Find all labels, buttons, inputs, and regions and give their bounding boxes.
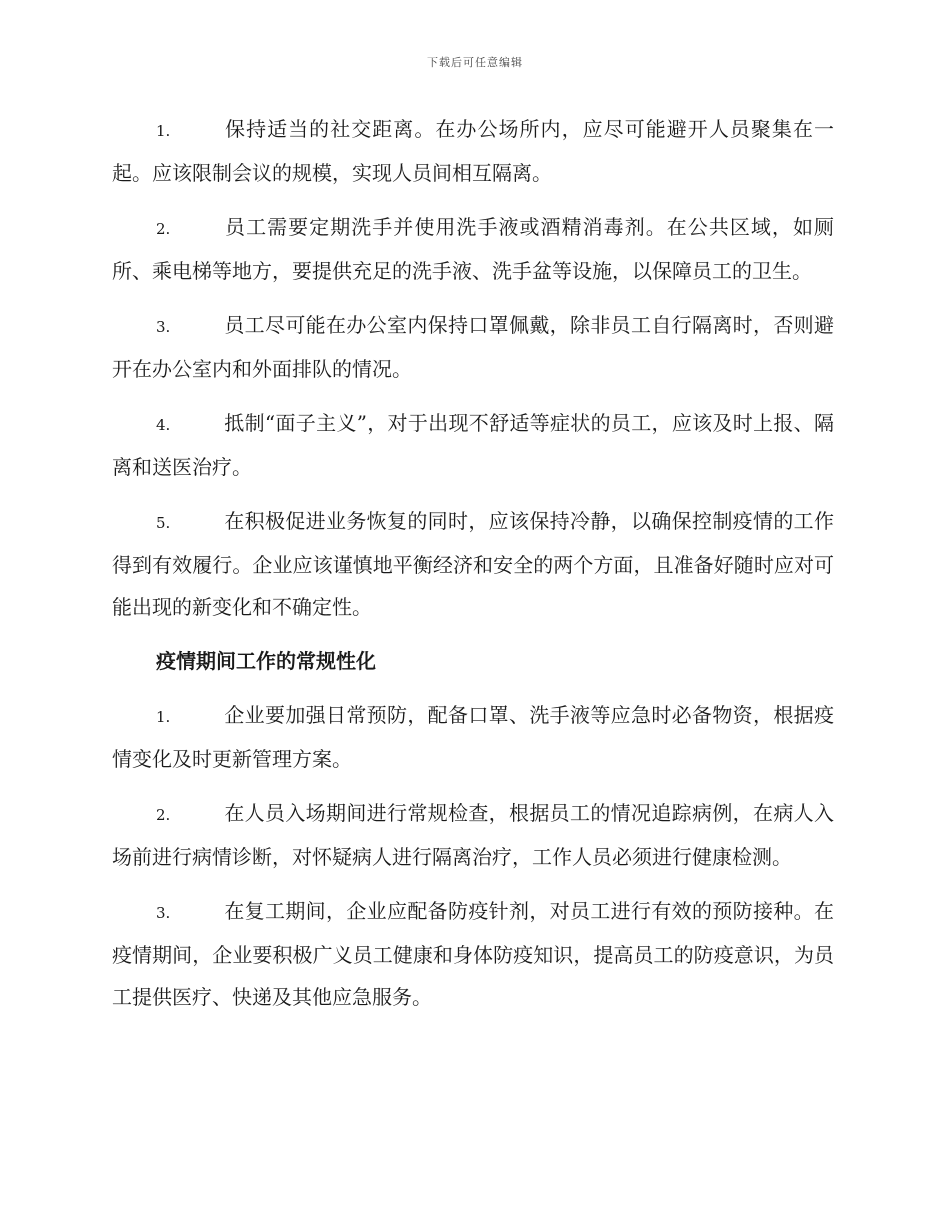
list-item-number: 2. xyxy=(156,806,171,824)
list-item-text: 在人员入场期间进行常规检查，根据员工的情况追踪病例，在病人入场前进行病情诊断，对怀疑病人进行隔离治疗，工作人员必须进行健康检测。 xyxy=(112,801,834,869)
list-item-text: 在积极促进业务恢复的同时，应该保持冷静，以确保控制疫情的工作得到有效履行。企业应该谨慎地平衡经济和安全的两个方面，且准备好随时应对可能出现的新变化和不确定性。 xyxy=(112,509,834,619)
list-item-number: 3. xyxy=(156,318,171,336)
list-item xyxy=(112,304,834,390)
list-item-number: 1. xyxy=(156,122,171,140)
list-item-text: 员工尽可能在办公室内保持口罩佩戴，除非员工自行隔离时，否则避开在办公室内和外面排队的情况。 xyxy=(112,313,834,381)
list-item xyxy=(112,500,834,628)
list-item xyxy=(112,206,834,292)
list-item xyxy=(112,694,834,780)
section-heading: 疫情期间工作的常规性化 xyxy=(156,649,376,673)
list-item-number: 1. xyxy=(156,708,171,726)
list-item-text: 保持适当的社交距离。在办公场所内，应尽可能避开人员聚集在一起。应该限制会议的规模，实现人员间相互隔离。 xyxy=(112,117,834,185)
list-item-number: 3. xyxy=(156,904,171,922)
page-header: 下载后可任意编辑 xyxy=(427,56,523,69)
list-item-text: 抵制“面子主义”，对于出现不舒适等症状的员工，应该及时上报、隔离和送医治疗。 xyxy=(112,411,834,479)
list-item-text: 在复工期间，企业应配备防疫针剂，对员工进行有效的预防接种。在疫情期间，企业要积极广义员工健康和身体防疫知识，提高员工的防疫意识，为员工提供医疗、快递及其他应急服务。 xyxy=(112,899,834,1009)
list-item xyxy=(112,890,834,1018)
list-item xyxy=(112,402,834,488)
list-item-number: 4. xyxy=(156,416,171,434)
list-item xyxy=(112,792,834,878)
list-item-number: 5. xyxy=(156,514,171,532)
list-item xyxy=(112,108,834,194)
list-item-text: 企业要加强日常预防，配备口罩、洗手液等应急时必备物资，根据疫情变化及时更新管理方案。 xyxy=(112,703,834,771)
list-item-number: 2. xyxy=(156,220,171,238)
document-body xyxy=(112,108,834,1030)
list-item-text: 员工需要定期洗手并使用洗手液或酒精消毒剂。在公共区域，如厕所、乘电梯等地方，要提供充足的洗手液、洗手盆等设施，以保障员工的卫生。 xyxy=(112,215,834,283)
